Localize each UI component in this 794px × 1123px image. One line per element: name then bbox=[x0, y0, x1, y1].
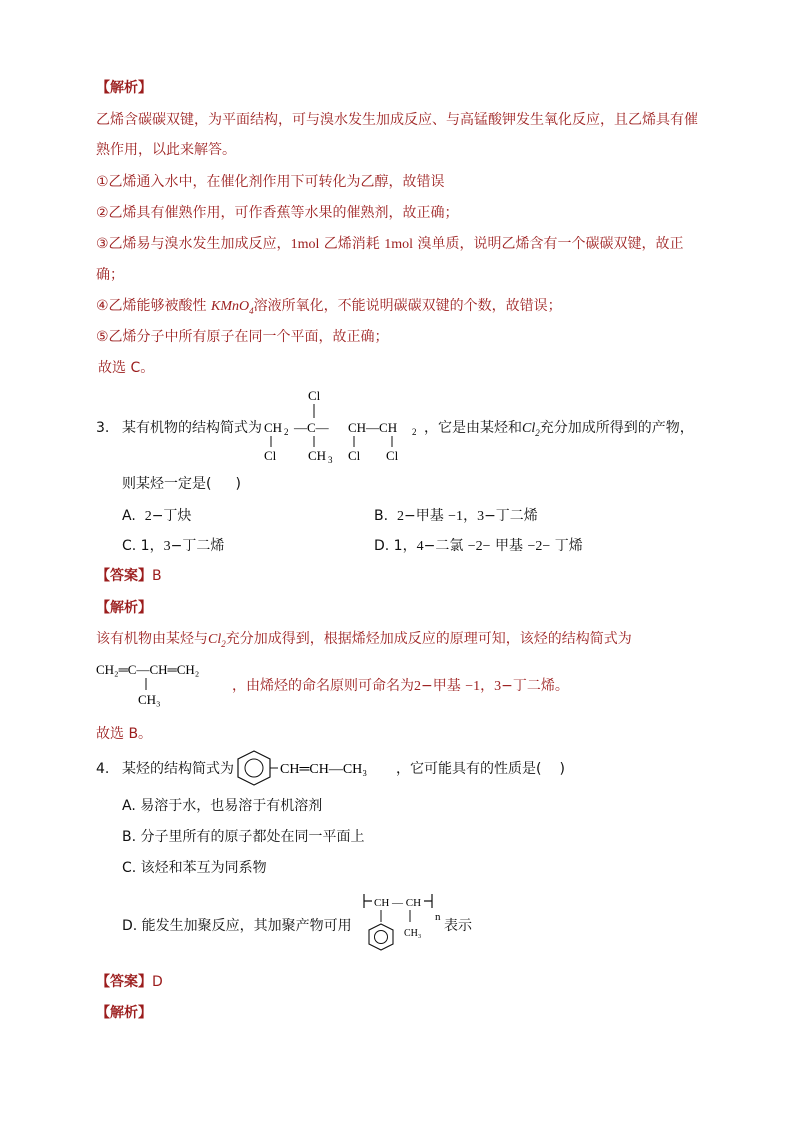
statement-2: ②乙烯具有催熟作用，可作香蕉等水果的催熟剂，故正确； bbox=[96, 205, 459, 221]
q4-polymer-structure bbox=[358, 884, 448, 964]
q4-stem-a: 某烃的结构简式为 bbox=[122, 761, 234, 777]
q3-option-a[interactable]: A. 2−丁炔 bbox=[122, 508, 192, 524]
q4-option-b[interactable]: B. 分子里所有的原子都处在同一平面上 bbox=[122, 829, 365, 845]
q3-struct2-methyl: CH₃ bbox=[138, 692, 161, 707]
benzene-ring-icon bbox=[238, 751, 270, 785]
q3-hydrocarbon-structure bbox=[94, 658, 234, 708]
q3-stem-line2: 则某烃一定是( ) bbox=[122, 476, 241, 492]
statement-1: ①乙烯通入水中，在催化剂作用下可转化为乙醇，故错误 bbox=[96, 174, 445, 190]
q4-answer: 【答案】D bbox=[96, 974, 163, 990]
q4-polymer-n: n bbox=[435, 911, 441, 923]
benzene-ring-icon bbox=[369, 924, 393, 950]
q4-polymer-methyl: CH₃ bbox=[404, 928, 422, 939]
q4-number: 4. bbox=[96, 761, 110, 777]
q3-option-b[interactable]: B. 2−甲基 −1，3−丁二烯 bbox=[374, 508, 538, 524]
q3-struct2-main: CH₂═C—CH═CH₂ bbox=[96, 662, 200, 677]
q4-polymer-unit: CH — CH bbox=[374, 897, 422, 909]
q3-analysis-heading: 【解析】 bbox=[96, 600, 152, 616]
statement-5: ⑤乙烯分子中所有原子在同一个平面，故正确； bbox=[96, 329, 389, 345]
q3-ch-ch2: CH—CH bbox=[348, 420, 398, 435]
statement-4: ④乙烯能够被酸性 KMnO$_4$溶液所氧化，不能说明碳碳双键的个数，故错误； bbox=[96, 298, 562, 316]
q3-final-answer: 故选 B。 bbox=[96, 726, 153, 742]
q3-bottom-cl-3: Cl bbox=[386, 448, 399, 463]
analysis-para-line2: 熟作用，以此来解答。 bbox=[96, 142, 236, 158]
q3-structure bbox=[262, 384, 422, 464]
q4-option-c[interactable]: C. 该烃和苯互为同系物 bbox=[122, 860, 267, 876]
statement-3: ③乙烯易与溴水发生加成反应，1mol 乙烯消耗 1mol 溴单质，说明乙烯含有一个碳碳双键，故正 bbox=[96, 236, 684, 252]
svg-text:3: 3 bbox=[328, 455, 333, 464]
answer-choice-c: 故选 C。 bbox=[98, 360, 155, 376]
q4-option-d[interactable]: D. 能发生加聚反应，其加聚产物可用 bbox=[122, 918, 352, 934]
q3-stem-a: 某有机物的结构简式为 bbox=[122, 420, 262, 436]
q4-stem-b: ，它可能具有的性质是( ) bbox=[396, 761, 565, 777]
q3-answer: 【答案】B bbox=[96, 568, 162, 584]
q4-structure bbox=[236, 749, 396, 789]
q3-number: 3. bbox=[96, 420, 110, 436]
q3-bottom-ch3: CH bbox=[308, 448, 327, 463]
q4-chain: CH═CH—CH₃ bbox=[280, 762, 368, 777]
q4-option-d-tail: 表示 bbox=[444, 918, 472, 934]
q3-top-cl: Cl bbox=[308, 388, 321, 403]
q3-center-c: —C— bbox=[294, 420, 329, 435]
q3-analysis-line1: 该有机物由某烃与$Cl_2$充分加成得到，根据烯烃加成反应的原理可知，该烃的结构简式为 bbox=[96, 631, 632, 649]
q4-analysis-heading: 【解析】 bbox=[96, 1005, 152, 1021]
svg-text:2: 2 bbox=[284, 427, 289, 437]
analysis-para-line1: 乙烯含碳碳双键，为平面结构，可与溴水发生加成反应、与高锰酸钾发生氧化反应，且乙烯具有催 bbox=[96, 112, 698, 128]
q3-analysis-line2: ，由烯烃的命名原则可命名为2−甲基 −1，3−丁二烯。 bbox=[232, 678, 569, 694]
q3-option-d[interactable]: D. 1，4−二氯 −2− 甲基 −2− 丁烯 bbox=[374, 538, 583, 554]
q3-stem-b: ，它是由某烃和$Cl_2$充分加成所得到的产物， bbox=[424, 420, 694, 438]
q4-option-a[interactable]: A. 易溶于水，也易溶于有机溶剂 bbox=[122, 798, 323, 814]
statement-3-line2: 确； bbox=[96, 267, 124, 283]
q3-bottom-cl-2: Cl bbox=[348, 448, 361, 463]
q3-option-c[interactable]: C. 1，3−丁二烯 bbox=[122, 538, 225, 554]
svg-text:2: 2 bbox=[412, 427, 417, 437]
analysis-heading: 【解析】 bbox=[96, 80, 152, 96]
q3-ch2-left: CH bbox=[264, 420, 283, 435]
q3-bottom-cl-1: Cl bbox=[264, 448, 277, 463]
